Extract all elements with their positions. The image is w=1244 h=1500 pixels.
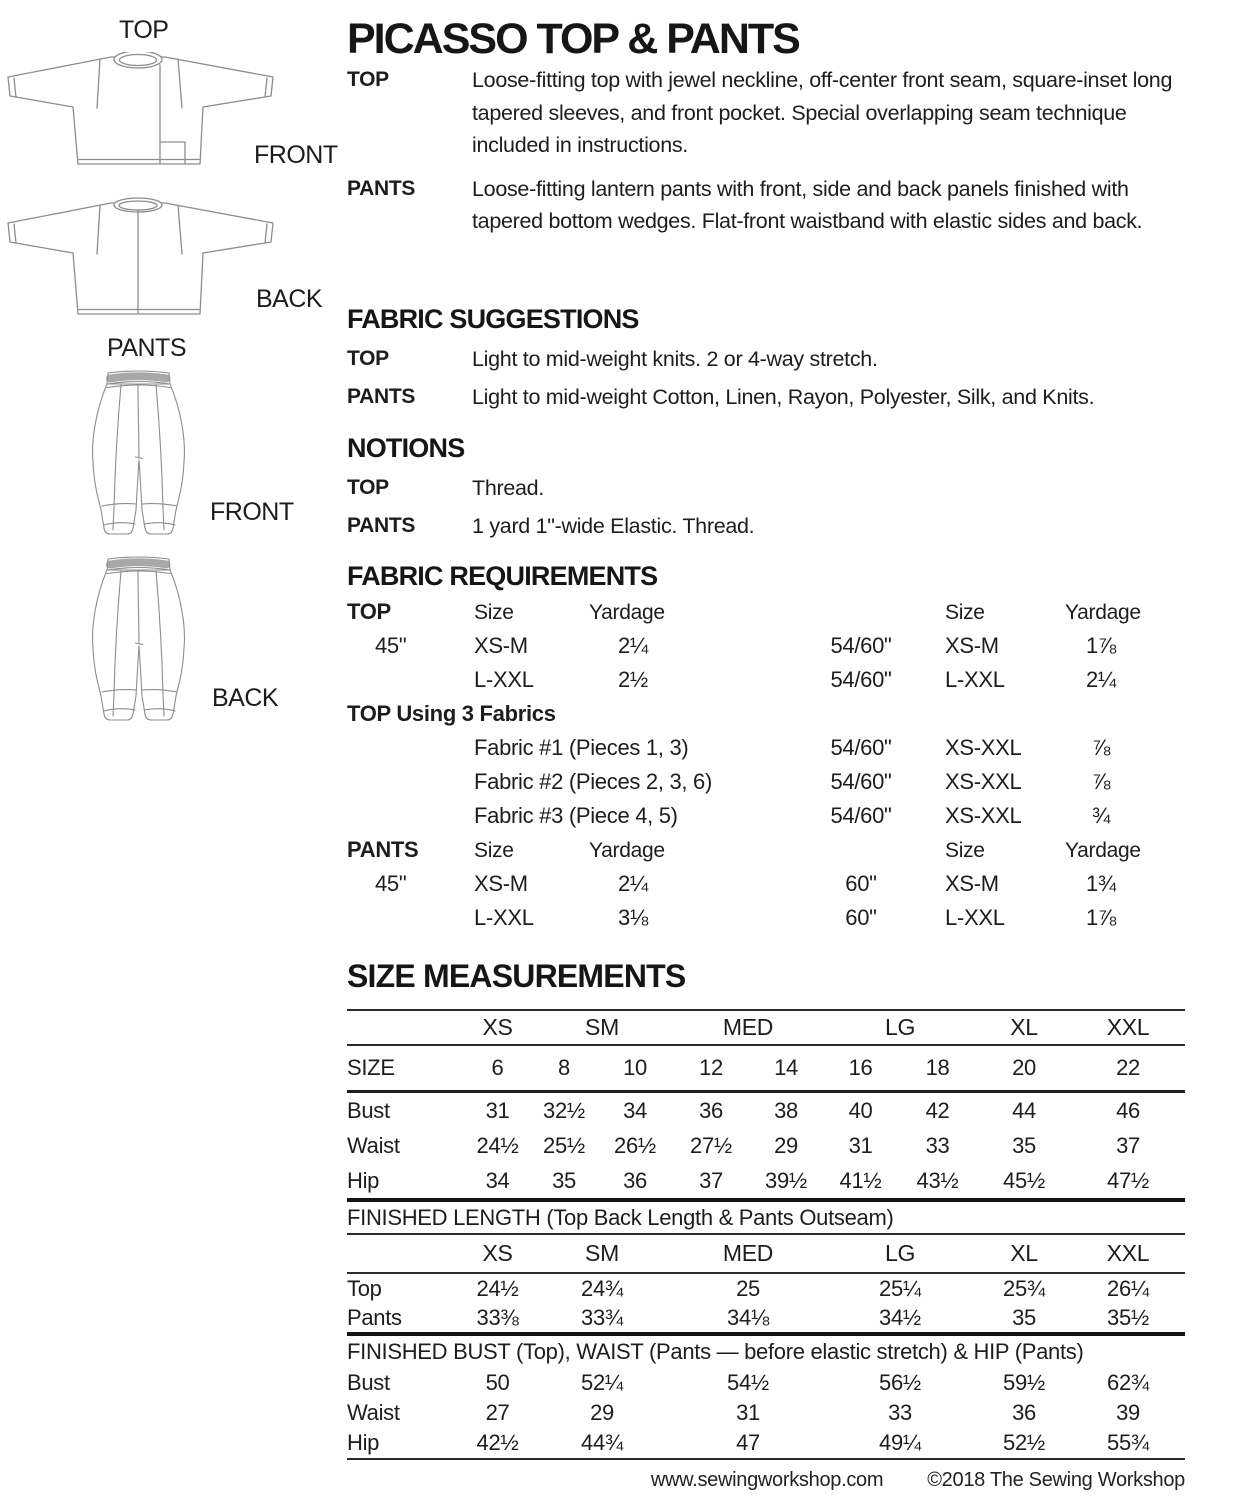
finished-length-header-row: XS SM MED LG XL XXL: [482, 1240, 1150, 1266]
waist-row: Waist 24½ 25½ 26½ 27½ 29 31 33 35 37: [347, 1132, 1140, 1158]
notions-pants-text: 1 yard 1"-wide Elastic. Thread.: [472, 513, 755, 538]
pants-back-label: BACK: [212, 684, 279, 712]
fabric-req-row: 45" XS-M 2¼ 54/60" XS-M 1⅞: [375, 633, 1116, 658]
notions-top-label: TOP: [347, 476, 389, 499]
page-title: PICASSO TOP & PANTS: [347, 15, 799, 63]
notions-pants-row: [347, 510, 1207, 543]
fs-top-label: TOP: [347, 347, 389, 370]
fabric-suggestions-top-row: [347, 343, 1207, 376]
description-pants-text: Loose-fitting lantern pants with front, side and back panels finished with tapered bottom wedges. Flat-front waistband with elastic sides and back.: [472, 176, 1143, 233]
pants-illustration-label: PANTS: [107, 334, 186, 362]
freq-size-header: Size: [474, 601, 514, 624]
top-front-label: FRONT: [254, 141, 338, 169]
top-back-label: BACK: [256, 285, 323, 313]
fabric-req-row: 45" XS-M 2¼ 60" XS-M 1¾: [375, 871, 1116, 896]
description-top-text: Loose-fitting top with jewel neckline, off-center front seam, square-inset long tapered sleeves, and front pocket. Special overlapping seam technique included in instructions.: [472, 68, 1173, 157]
fabric-req-top-header-row: [347, 595, 1185, 629]
description-top-row: [347, 64, 1207, 162]
footer-copyright: ©2018 The Sewing Workshop: [927, 1469, 1185, 1491]
notions-section: [347, 432, 1207, 542]
fabric-requirements-heading: FABRIC REQUIREMENTS: [347, 561, 658, 591]
hip-row: Hip 34 35 36 37 39½ 41½ 43½ 45½ 47½: [347, 1167, 1149, 1193]
description-top-label: TOP: [347, 68, 389, 91]
finished-hip-row: Hip 42½ 44¾ 47 49¼ 52½ 55¾: [347, 1430, 1149, 1455]
fs-top-text: Light to mid-weight knits. 2 or 4-way stretch.: [472, 347, 878, 371]
fabric-suggestions-pants-row: [347, 381, 1207, 414]
freq-yardage-header: Yardage: [589, 601, 665, 624]
fabric-req-row: L-XXL 2½ 54/60" L-XXL 2¼: [474, 667, 1116, 692]
top-using-3-fabrics-heading: TOP Using 3 Fabrics: [347, 701, 556, 726]
finished-length-top-row: Top 24½ 24¾ 25 25¼ 25¾ 26¼: [347, 1275, 1149, 1301]
finished-length-pants-row: Pants 33⅜ 33¾ 34⅛ 34½ 35 35½: [347, 1304, 1149, 1330]
freq-yardage2-header: Yardage: [1065, 601, 1141, 624]
fs-pants-text: Light to mid-weight Cotton, Linen, Rayon, Polyester, Silk, and Knits.: [472, 384, 1095, 409]
page-footer: [347, 1469, 1185, 1492]
fabric-req-row: L-XXL 3⅛ 60" L-XXL 1⅞: [474, 905, 1116, 930]
fabric-suggestions-heading: FABRIC SUGGESTIONS: [347, 304, 639, 334]
top-illustration-label: TOP: [119, 16, 169, 44]
fabric-req-row: Fabric #2 (Pieces 2, 3, 6) 54/60" XS-XXL ⅞: [474, 769, 1111, 794]
finished-waist-row: Waist 27 29 31 33 36 39: [347, 1400, 1140, 1425]
description-pants-label: PANTS: [347, 176, 416, 200]
size-measurements-heading: SIZE MEASUREMENTS: [347, 958, 686, 994]
size-group-header-row: XS SM MED LG XL XXL: [482, 1014, 1150, 1040]
size-number-row: SIZE 6 8 10 12 14 16 18 20 22: [347, 1055, 1140, 1080]
finished-bust-title: FINISHED BUST (Top), WAIST (Pants — before elastic stretch) & HIP (Pants): [347, 1339, 1084, 1364]
description-section: [347, 64, 1207, 238]
finished-length-title: FINISHED LENGTH (Top Back Length & Pants Outseam): [347, 1204, 894, 1230]
finished-bust-row: Bust 50 52¼ 54½ 56½ 59½ 62¾: [347, 1370, 1149, 1395]
pants-front-drawing: [90, 370, 190, 542]
pants-back-drawing: [90, 556, 190, 728]
freq-pants-label: PANTS: [347, 837, 419, 862]
pants-front-label: FRONT: [210, 498, 294, 526]
fabric-req-row: Fabric #1 (Pieces 1, 3) 54/60" XS-XXL ⅞: [474, 735, 1111, 760]
notions-heading: NOTIONS: [347, 433, 465, 463]
fabric-req-pants-header-row: PANTS Size Yardage Size Yardage: [347, 833, 1185, 867]
top-front-drawing: [7, 52, 274, 169]
top-back-drawing: [7, 196, 274, 319]
freq-size2-header: Size: [945, 601, 985, 624]
footer-website: www.sewingworkshop.com: [650, 1469, 884, 1491]
bust-row: Bust 31 32½ 34 36 38 40 42 44 46: [347, 1097, 1140, 1123]
fabric-suggestions-section: [347, 303, 1207, 413]
size-measurements-section: [347, 958, 1185, 1492]
freq-top-label: TOP: [347, 599, 391, 624]
description-pants-row: [347, 173, 1207, 238]
fabric-requirements-section: [347, 560, 1185, 935]
notions-top-text: Thread.: [472, 476, 544, 500]
left-illustrations: [0, 0, 347, 760]
notions-pants-label: PANTS: [347, 513, 416, 537]
fabric-req-row: Fabric #3 (Piece 4, 5) 54/60" XS-XXL ¾: [474, 803, 1111, 828]
notions-top-row: [347, 472, 1207, 505]
fs-pants-label: PANTS: [347, 384, 416, 408]
